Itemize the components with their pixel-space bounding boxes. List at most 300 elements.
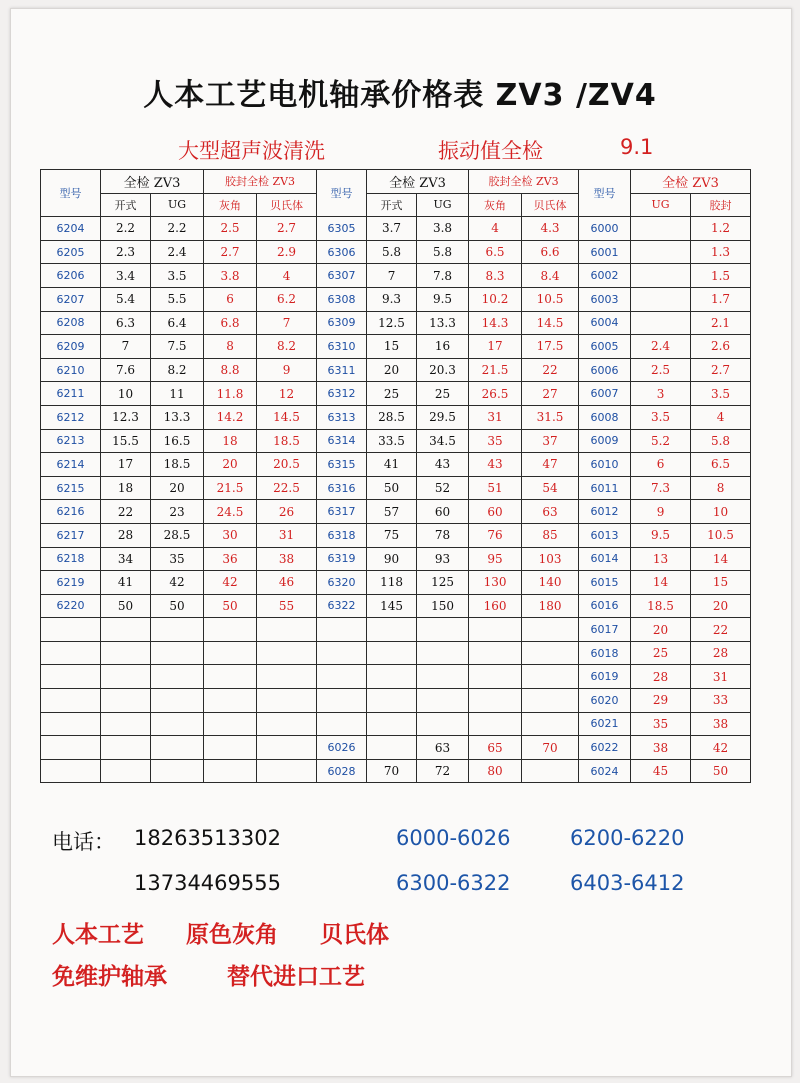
table-cell: 8.2 [257, 335, 317, 359]
table-cell: 31 [469, 405, 522, 429]
table-row [41, 358, 751, 382]
table-cell [101, 618, 151, 642]
table-cell: 6318 [317, 523, 367, 547]
table-cell: 22 [691, 618, 751, 642]
table-cell [367, 641, 417, 665]
table-cell: 14 [691, 547, 751, 571]
table-cell [317, 712, 367, 736]
table-row [41, 665, 751, 689]
table-cell: 31.5 [522, 405, 579, 429]
header-gray-2: 灰角 [469, 193, 522, 217]
table-cell: 6016 [579, 594, 631, 618]
table-cell: 6.5 [691, 453, 751, 477]
header-sealed-2: 胶封全检 ZV3 [469, 170, 579, 194]
table-cell [101, 759, 151, 783]
table-cell: 2.1 [691, 311, 751, 335]
table-cell: 38 [257, 547, 317, 571]
table-cell [41, 712, 101, 736]
table-cell: 6.6 [522, 240, 579, 264]
table-cell: 8.2 [151, 358, 204, 382]
table-cell: 6220 [41, 594, 101, 618]
table-cell: 2.9 [257, 240, 317, 264]
table-cell: 6 [204, 287, 257, 311]
table-cell: 6306 [317, 240, 367, 264]
table-cell: 2.4 [631, 335, 691, 359]
table-cell: 9 [257, 358, 317, 382]
table-cell [367, 712, 417, 736]
table-cell: 14.5 [257, 405, 317, 429]
table-cell: 6003 [579, 287, 631, 311]
table-cell [257, 712, 317, 736]
table-cell [257, 689, 317, 713]
table-cell: 6311 [317, 358, 367, 382]
table-cell: 50 [367, 476, 417, 500]
table-row [41, 736, 751, 760]
table-cell [151, 618, 204, 642]
table-cell [204, 618, 257, 642]
table-cell: 6004 [579, 311, 631, 335]
table-cell: 17 [101, 453, 151, 477]
table-cell: 78 [417, 523, 469, 547]
table-cell: 20 [204, 453, 257, 477]
table-cell: 6316 [317, 476, 367, 500]
table-cell: 2.7 [257, 217, 317, 241]
footer-line-2 [52, 958, 399, 991]
table-cell [41, 618, 101, 642]
table-cell [631, 311, 691, 335]
table-cell [204, 641, 257, 665]
table-cell: 7 [257, 311, 317, 335]
table-cell: 72 [417, 759, 469, 783]
table-cell: 20.5 [257, 453, 317, 477]
table-cell: 3.8 [417, 217, 469, 241]
table-cell: 7 [367, 264, 417, 288]
table-cell: 13 [631, 547, 691, 571]
price-table-body [41, 217, 751, 783]
table-cell: 34 [101, 547, 151, 571]
table-cell: 3.5 [691, 382, 751, 406]
table-cell: 95 [469, 547, 522, 571]
table-cell [41, 736, 101, 760]
table-cell: 6.3 [101, 311, 151, 335]
table-cell: 6000 [579, 217, 631, 241]
table-cell [317, 689, 367, 713]
table-cell [367, 736, 417, 760]
table-row [41, 311, 751, 335]
table-cell: 70 [522, 736, 579, 760]
header-bainite-2: 贝氏体 [522, 193, 579, 217]
table-cell: 2.7 [691, 358, 751, 382]
table-cell: 6322 [317, 594, 367, 618]
table-cell: 6211 [41, 382, 101, 406]
table-cell: 15 [691, 571, 751, 595]
table-cell: 50 [691, 759, 751, 783]
header-model-3: 型号 [579, 170, 631, 217]
table-cell: 2.5 [631, 358, 691, 382]
table-cell [469, 618, 522, 642]
table-cell: 17 [469, 335, 522, 359]
header-full-inspect-2: 全检 ZV3 [367, 170, 469, 194]
table-cell [151, 689, 204, 713]
table-cell: 6204 [41, 217, 101, 241]
table-cell: 5.4 [101, 287, 151, 311]
table-cell: 6320 [317, 571, 367, 595]
table-cell [522, 618, 579, 642]
table-cell: 5.8 [691, 429, 751, 453]
table-cell: 25 [631, 641, 691, 665]
table-cell [204, 689, 257, 713]
table-cell [204, 665, 257, 689]
table-cell: 70 [367, 759, 417, 783]
table-cell: 60 [469, 500, 522, 524]
table-cell: 29.5 [417, 405, 469, 429]
table-row [41, 500, 751, 524]
table-cell: 18 [204, 429, 257, 453]
table-cell: 26 [257, 500, 317, 524]
table-cell: 22 [522, 358, 579, 382]
table-cell: 33.5 [367, 429, 417, 453]
table-cell: 35 [151, 547, 204, 571]
table-cell: 10 [101, 382, 151, 406]
table-cell: 80 [469, 759, 522, 783]
table-cell [257, 736, 317, 760]
table-cell: 14.3 [469, 311, 522, 335]
subtitle-vibration-value: 9.1 [620, 135, 654, 159]
table-cell: 6.8 [204, 311, 257, 335]
table-cell: 43 [469, 453, 522, 477]
table-cell: 45 [631, 759, 691, 783]
table-row [41, 571, 751, 595]
table-cell: 52 [417, 476, 469, 500]
table-cell [631, 287, 691, 311]
table-row [41, 335, 751, 359]
table-cell: 23 [151, 500, 204, 524]
table-cell: 63 [417, 736, 469, 760]
table-cell: 6206 [41, 264, 101, 288]
table-row [41, 523, 751, 547]
table-cell [522, 641, 579, 665]
table-cell: 28 [631, 665, 691, 689]
table-cell: 7 [101, 335, 151, 359]
table-cell [151, 759, 204, 783]
table-row [41, 240, 751, 264]
table-cell: 13.3 [151, 405, 204, 429]
table-cell: 6026 [317, 736, 367, 760]
table-row [41, 476, 751, 500]
table-cell: 27 [522, 382, 579, 406]
table-cell [367, 618, 417, 642]
table-cell: 41 [101, 571, 151, 595]
header-model-1: 型号 [41, 170, 101, 217]
table-row [41, 712, 751, 736]
table-cell: 13.3 [417, 311, 469, 335]
table-cell: 20 [631, 618, 691, 642]
table-cell [151, 712, 204, 736]
footer-bainite: 贝氏体 [320, 922, 390, 948]
table-cell: 10.5 [691, 523, 751, 547]
table-cell: 1.3 [691, 240, 751, 264]
table-cell [417, 712, 469, 736]
table-cell: 125 [417, 571, 469, 595]
table-cell [257, 759, 317, 783]
table-row [41, 217, 751, 241]
table-cell: 6216 [41, 500, 101, 524]
table-cell: 6001 [579, 240, 631, 264]
header-full-inspect-3: 全检 ZV3 [631, 170, 751, 194]
table-cell: 15.5 [101, 429, 151, 453]
table-cell: 5.8 [417, 240, 469, 264]
table-cell: 9.5 [631, 523, 691, 547]
table-cell: 6017 [579, 618, 631, 642]
table-cell: 9.3 [367, 287, 417, 311]
table-cell [151, 736, 204, 760]
table-cell: 8.3 [469, 264, 522, 288]
table-cell: 6212 [41, 405, 101, 429]
range-6300: 6300-6322 [396, 871, 511, 895]
table-cell: 3.5 [631, 405, 691, 429]
table-cell: 6205 [41, 240, 101, 264]
table-cell: 12 [257, 382, 317, 406]
table-cell: 10.5 [522, 287, 579, 311]
table-cell: 20 [151, 476, 204, 500]
table-cell: 14.5 [522, 311, 579, 335]
table-cell: 28 [101, 523, 151, 547]
table-cell: 8 [691, 476, 751, 500]
table-cell: 6002 [579, 264, 631, 288]
table-cell: 2.6 [691, 335, 751, 359]
table-cell [367, 665, 417, 689]
table-cell [367, 689, 417, 713]
table-cell: 130 [469, 571, 522, 595]
table-cell: 6012 [579, 500, 631, 524]
table-cell: 42 [691, 736, 751, 760]
table-cell: 4 [691, 405, 751, 429]
table-row [41, 547, 751, 571]
footer-import-replacement: 替代进口工艺 [227, 964, 366, 990]
table-cell [101, 641, 151, 665]
table-cell: 6.2 [257, 287, 317, 311]
table-cell: 9 [631, 500, 691, 524]
table-cell: 10 [691, 500, 751, 524]
page-title: 人本工艺电机轴承价格表 ZV3 /ZV4 [143, 78, 657, 113]
table-cell: 6317 [317, 500, 367, 524]
table-cell: 6015 [579, 571, 631, 595]
table-cell: 6011 [579, 476, 631, 500]
table-cell [417, 665, 469, 689]
header-model-2: 型号 [317, 170, 367, 217]
table-row [41, 641, 751, 665]
table-cell [41, 689, 101, 713]
table-cell: 3.8 [204, 264, 257, 288]
table-cell: 7.3 [631, 476, 691, 500]
table-cell: 75 [367, 523, 417, 547]
table-cell: 6024 [579, 759, 631, 783]
subtitle-vibration-label: 振动值全检 [438, 139, 543, 163]
table-cell [257, 665, 317, 689]
table-cell: 6009 [579, 429, 631, 453]
table-row [41, 759, 751, 783]
table-cell: 18 [101, 476, 151, 500]
table-cell: 2.7 [204, 240, 257, 264]
table-cell [41, 641, 101, 665]
table-cell: 50 [101, 594, 151, 618]
table-cell: 6314 [317, 429, 367, 453]
table-cell: 6008 [579, 405, 631, 429]
table-cell: 18.5 [151, 453, 204, 477]
subtitle-cleaning: 大型超声波清洗 [178, 139, 325, 163]
table-cell: 4.3 [522, 217, 579, 241]
table-cell [41, 759, 101, 783]
table-cell: 76 [469, 523, 522, 547]
header-bainite-1: 贝氏体 [257, 193, 317, 217]
table-cell: 50 [204, 594, 257, 618]
table-cell: 42 [204, 571, 257, 595]
table-cell: 31 [691, 665, 751, 689]
table-row [41, 689, 751, 713]
table-cell [317, 641, 367, 665]
footer-line-1 [52, 916, 423, 949]
table-cell: 10.2 [469, 287, 522, 311]
table-cell: 26.5 [469, 382, 522, 406]
table-cell: 6.5 [469, 240, 522, 264]
table-cell: 25 [367, 382, 417, 406]
table-cell: 6013 [579, 523, 631, 547]
table-cell: 7.5 [151, 335, 204, 359]
header-full-inspect-1: 全检 ZV3 [101, 170, 204, 194]
table-cell: 29 [631, 689, 691, 713]
table-cell: 4 [469, 217, 522, 241]
table-cell: 21.5 [204, 476, 257, 500]
table-row [41, 287, 751, 311]
table-cell [631, 240, 691, 264]
table-cell: 6006 [579, 358, 631, 382]
table-cell: 1.2 [691, 217, 751, 241]
header-ug-1: UG [151, 193, 204, 217]
table-cell: 21.5 [469, 358, 522, 382]
table-cell [257, 641, 317, 665]
table-cell: 3.7 [367, 217, 417, 241]
table-cell: 6213 [41, 429, 101, 453]
table-cell: 28.5 [367, 405, 417, 429]
table-row [41, 264, 751, 288]
table-cell: 6019 [579, 665, 631, 689]
table-cell [469, 641, 522, 665]
table-cell [522, 759, 579, 783]
table-cell: 140 [522, 571, 579, 595]
table-cell: 6010 [579, 453, 631, 477]
table-cell: 37 [522, 429, 579, 453]
table-cell: 6020 [579, 689, 631, 713]
table-cell: 18.5 [257, 429, 317, 453]
table-cell: 28 [691, 641, 751, 665]
phone-number-1: 18263513302 [134, 826, 281, 850]
table-cell: 47 [522, 453, 579, 477]
table-cell: 6215 [41, 476, 101, 500]
table-cell [151, 665, 204, 689]
table-cell: 6310 [317, 335, 367, 359]
table-cell: 41 [367, 453, 417, 477]
table-cell: 35 [631, 712, 691, 736]
table-cell: 31 [257, 523, 317, 547]
table-cell [101, 689, 151, 713]
table-cell: 38 [691, 712, 751, 736]
table-cell: 22 [101, 500, 151, 524]
table-cell: 20.3 [417, 358, 469, 382]
table-cell: 6315 [317, 453, 367, 477]
table-cell: 50 [151, 594, 204, 618]
table-cell: 6209 [41, 335, 101, 359]
table-cell: 5.2 [631, 429, 691, 453]
table-cell: 6014 [579, 547, 631, 571]
table-cell [522, 665, 579, 689]
table-cell: 6 [631, 453, 691, 477]
table-cell: 3.5 [151, 264, 204, 288]
table-cell [417, 689, 469, 713]
table-cell [151, 641, 204, 665]
table-cell: 6018 [579, 641, 631, 665]
table-cell: 54 [522, 476, 579, 500]
table-cell: 6308 [317, 287, 367, 311]
table-cell [101, 736, 151, 760]
table-cell: 12.5 [367, 311, 417, 335]
header-gray-1: 灰角 [204, 193, 257, 217]
range-6200: 6200-6220 [570, 826, 685, 850]
table-cell: 7.6 [101, 358, 151, 382]
table-cell: 2.2 [151, 217, 204, 241]
table-cell: 20 [691, 594, 751, 618]
table-cell: 63 [522, 500, 579, 524]
table-cell: 6028 [317, 759, 367, 783]
table-cell: 6005 [579, 335, 631, 359]
table-cell: 6312 [317, 382, 367, 406]
table-cell [417, 641, 469, 665]
table-cell: 6207 [41, 287, 101, 311]
table-cell [631, 217, 691, 241]
table-cell: 6307 [317, 264, 367, 288]
table-cell: 33 [691, 689, 751, 713]
table-cell: 42 [151, 571, 204, 595]
table-cell: 6319 [317, 547, 367, 571]
table-cell [417, 618, 469, 642]
footer-maintenance-free: 免维护轴承 [52, 964, 167, 990]
table-cell: 25 [417, 382, 469, 406]
table-cell: 38 [631, 736, 691, 760]
table-cell: 118 [367, 571, 417, 595]
table-row [41, 594, 751, 618]
table-cell: 9.5 [417, 287, 469, 311]
table-cell [101, 665, 151, 689]
table-cell: 11.8 [204, 382, 257, 406]
table-cell: 2.4 [151, 240, 204, 264]
table-cell [469, 689, 522, 713]
table-cell [631, 264, 691, 288]
table-cell: 16.5 [151, 429, 204, 453]
table-cell: 8 [204, 335, 257, 359]
table-cell: 2.2 [101, 217, 151, 241]
table-cell: 6208 [41, 311, 101, 335]
table-cell: 65 [469, 736, 522, 760]
table-row [41, 453, 751, 477]
table-cell: 20 [367, 358, 417, 382]
table-cell: 145 [367, 594, 417, 618]
table-cell: 6214 [41, 453, 101, 477]
table-cell [41, 665, 101, 689]
table-cell: 43 [417, 453, 469, 477]
table-cell: 6218 [41, 547, 101, 571]
table-cell: 2.5 [204, 217, 257, 241]
table-cell: 3.4 [101, 264, 151, 288]
table-cell [204, 712, 257, 736]
